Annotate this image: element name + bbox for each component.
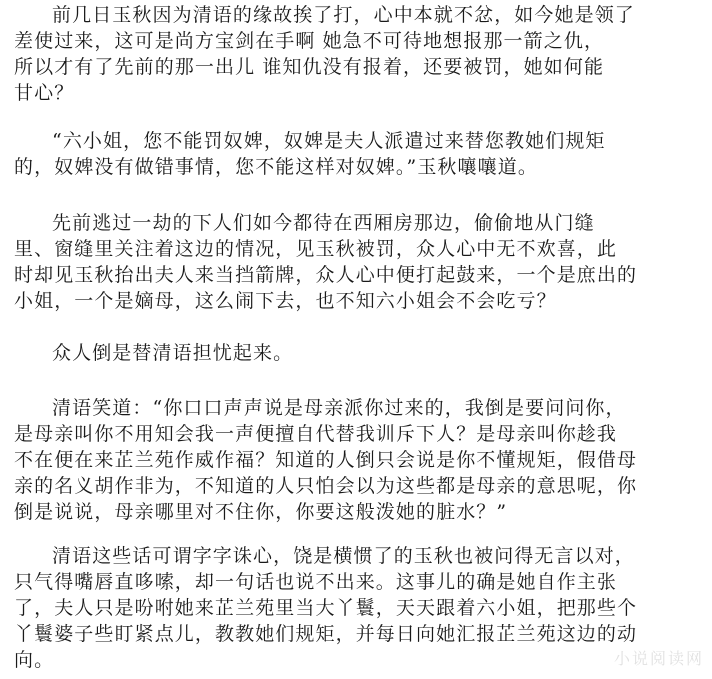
text-line: 里、窗缝里关注着这边的情况，见玉秋被罚，众人心中无不欢喜，此 bbox=[14, 238, 618, 260]
paragraph-1 bbox=[14, 2, 698, 106]
paragraph-5 bbox=[14, 395, 698, 525]
text-line: 不在便在来芷兰苑作威作福？知道的人倒只会说是你不懂规矩，假借母 bbox=[14, 449, 638, 471]
text-line: 清语这些话可谓字字诛心，饶是横惯了的玉秋也被问得无言以对， bbox=[52, 545, 635, 567]
text-line: 只气得嘴唇直哆嗦，却一句话也说不出来。这事儿的确是她自作主张 bbox=[14, 571, 618, 593]
text-line: 了，夫人只是吩咐她来芷兰苑里当大丫鬟，天天跟着六小姐，把那些个 bbox=[14, 597, 638, 619]
text-line: 丫鬟婆子些盯紧点儿，教教她们规矩，并每日向她汇报芷兰苑这边的动 bbox=[14, 623, 638, 645]
text-line: 众人倒是替清语担忧起来。 bbox=[52, 342, 294, 364]
paragraph-2 bbox=[14, 128, 698, 180]
text-line: 先前逃过一劫的下人们如今都待在西厢房那边，偷偷地从门缝 bbox=[52, 212, 595, 234]
paragraph-3 bbox=[14, 210, 698, 314]
text-line: 倒是说说，母亲哪里对不住你，你要这般泼她的脏水？” bbox=[14, 501, 508, 523]
text-line: 小姐，一个是嫡母，这么闹下去，也不知六小姐会不会吃亏？ bbox=[14, 290, 557, 312]
text-line: 时却见玉秋抬出夫人来当挡箭牌，众人心中便打起鼓来，一个是庶出的 bbox=[14, 264, 638, 286]
text-line: 前几日玉秋因为清语的缘故挨了打，心中本就不忿，如今她是领了 bbox=[52, 4, 635, 26]
text-line: 亲的名义胡作非为，不知道的人只怕会以为这些都是母亲的意思呢，你 bbox=[14, 475, 638, 497]
text-line: 清语笑道：“你口口声声说是母亲派你过来的，我倒是要问问你， bbox=[52, 397, 626, 419]
watermark: 小说阅读网 bbox=[613, 649, 704, 668]
text-line: 向。 bbox=[14, 649, 55, 671]
text-line: “六小姐，您不能罚奴婢，奴婢是夫人派遣过来替您教她们规矩 bbox=[52, 130, 606, 152]
text-line: 甘心？ bbox=[14, 82, 75, 104]
text-line: 是母亲叫你不用知会我一声便擅自代替我训斥下人？是母亲叫你趁我 bbox=[14, 423, 618, 445]
paragraph-4 bbox=[14, 340, 698, 366]
text-line: 所以才有了先前的那一出儿 谁知仇没有报着，还要被罚，她如何能 bbox=[14, 56, 605, 78]
text-line: 差使过来，这可是尚方宝剑在手啊 她急不可待地想报那一箭之仇， bbox=[14, 30, 605, 52]
text-line: 的，奴婢没有做错事情，您不能这样对奴婢。”玉秋嚷嚷道。 bbox=[14, 156, 538, 178]
